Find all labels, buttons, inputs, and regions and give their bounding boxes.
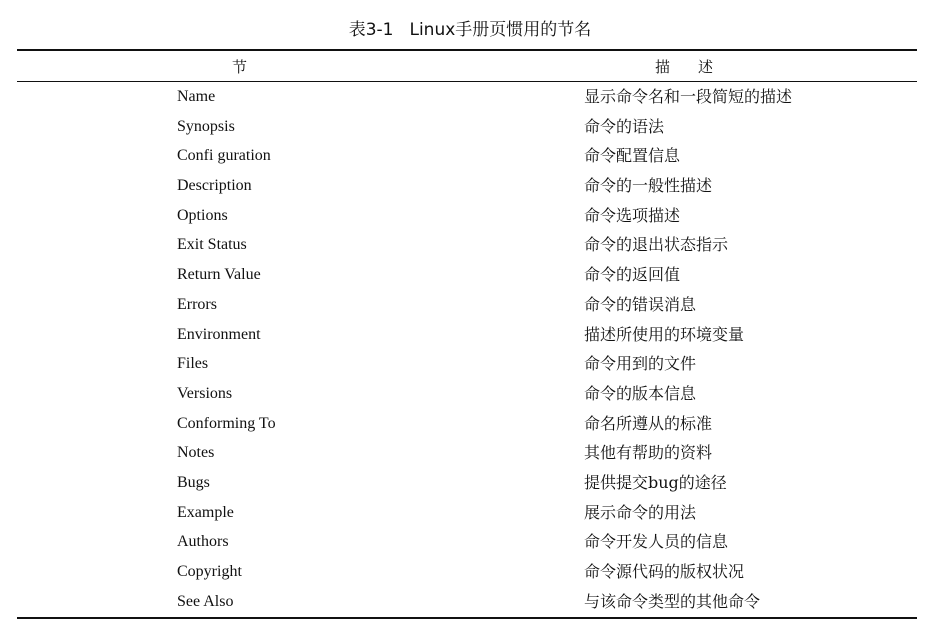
section-name-cell: Versions — [177, 384, 233, 402]
section-name-cell: Return Value — [177, 266, 261, 284]
section-name-cell: Errors — [177, 295, 217, 313]
section-description-cell: 命令用到的文件 — [584, 354, 697, 374]
section-description-cell: 其他有帮助的资料 — [584, 443, 713, 463]
table-row — [0, 381, 940, 411]
section-name-cell: Example — [177, 503, 234, 521]
section-description-cell: 命名所遵从的标准 — [584, 413, 713, 433]
section-description-cell: 命令的退出状态指示 — [584, 235, 729, 255]
section-name-cell: Exit Status — [177, 236, 247, 254]
section-name-cell: Conforming To — [177, 414, 276, 432]
section-name-cell: Copyright — [177, 563, 242, 580]
section-description-cell: 展示命令的用法 — [584, 502, 697, 522]
table-row — [0, 292, 940, 322]
table-row — [0, 589, 940, 619]
table-row — [0, 143, 940, 173]
section-description-cell: 提供提交bug的途径 — [584, 472, 727, 492]
section-name-cell: Synopsis — [177, 117, 235, 135]
section-description-cell: 命令开发人员的信息 — [584, 532, 729, 552]
table-row — [0, 559, 940, 589]
section-name-cell: Notes — [177, 444, 215, 462]
section-name-cell: Confi guration — [177, 147, 271, 165]
section-description-cell: 命令的返回值 — [584, 265, 681, 285]
section-description-cell: 命令的一般性描述 — [584, 176, 713, 196]
section-description-cell: 描述所使用的环境变量 — [584, 324, 745, 344]
table-number: 表3-1 — [348, 20, 394, 40]
table-row — [0, 440, 940, 470]
table-row — [0, 322, 940, 352]
table-row — [0, 262, 940, 292]
table-caption — [0, 18, 940, 42]
table-row — [0, 114, 940, 144]
table-bottom-rule — [17, 617, 917, 619]
section-description-cell: 显示命令名和一段简短的描述 — [584, 87, 793, 106]
column-header-section: 节 — [232, 58, 248, 76]
column-header-description: 描述 — [655, 58, 742, 76]
table-row — [0, 411, 940, 441]
table-row — [0, 203, 940, 233]
section-description-cell: 命令的语法 — [584, 116, 665, 136]
table-row — [0, 232, 940, 262]
table-header-rule — [17, 81, 917, 82]
section-name-cell: Name — [177, 88, 216, 105]
section-description-cell: 命令选项描述 — [584, 205, 681, 225]
section-name-cell: Files — [177, 355, 209, 373]
table-body — [0, 84, 940, 618]
section-description-cell: 命令的版本信息 — [584, 383, 697, 403]
table-row — [0, 351, 940, 381]
section-description-cell: 命令源代码的版权状况 — [584, 562, 745, 581]
section-name-cell: Description — [177, 177, 252, 195]
table-row — [0, 470, 940, 500]
section-description-cell: 与该命令类型的其他命令 — [584, 591, 761, 611]
table-top-rule — [17, 49, 917, 51]
table-row — [0, 500, 940, 530]
section-description-cell: 命令的错误消息 — [584, 294, 697, 314]
section-description-cell: 命令配置信息 — [584, 146, 681, 166]
table-row — [0, 84, 940, 114]
section-name-cell: Options — [177, 206, 228, 224]
table-row — [0, 173, 940, 203]
section-name-cell: Bugs — [177, 473, 210, 491]
section-name-cell: Authors — [177, 533, 229, 551]
section-name-cell: See Also — [177, 592, 234, 610]
table-row — [0, 529, 940, 559]
table-title: Linux手册页惯用的节名 — [409, 20, 592, 40]
section-name-cell: Environment — [177, 325, 261, 343]
